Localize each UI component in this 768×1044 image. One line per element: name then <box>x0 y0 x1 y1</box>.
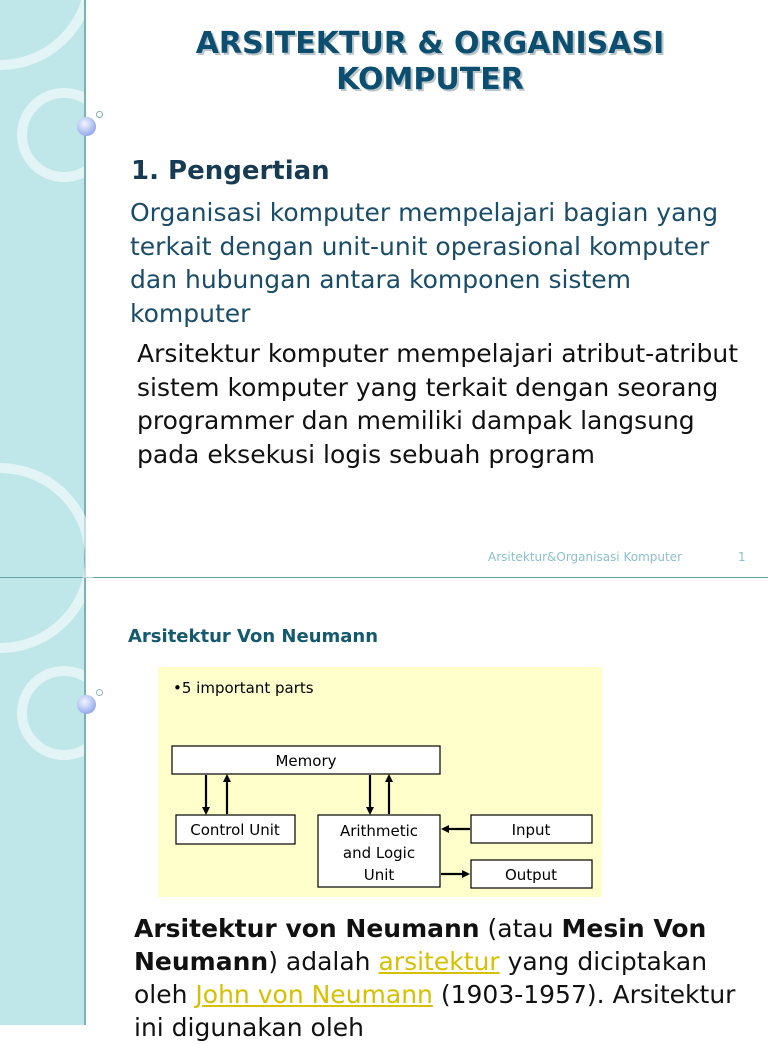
alu-label-line-3: Unit <box>363 866 395 884</box>
input-label: Input <box>511 821 551 839</box>
decorative-ring <box>17 88 111 182</box>
diagram-caption: •5 important parts <box>173 679 314 697</box>
section-heading: 1. Pengertian <box>131 156 330 186</box>
arsitektur-paragraph: Arsitektur komputer mempelajari atribut-atribut sistem komputer yang terkait dengan seorang programmer dan memiliki dampak langsung pada eksekusi logis sebuah program <box>137 339 739 469</box>
sidebar-divider <box>84 0 86 577</box>
title-line-1: ARSITEKTUR & ORGANISASI <box>195 26 665 61</box>
decorative-sidebar <box>0 578 84 1025</box>
decorative-ring <box>17 666 111 760</box>
slide-title <box>100 26 760 98</box>
sidebar-divider <box>84 578 86 1025</box>
decorative-small-circle <box>96 111 103 118</box>
organisasi-paragraph: Organisasi komputer mempelajari bagian yang terkait dengan unit-unit operasional komputer dan hubungan antara komponen sistem komputer <box>130 198 719 328</box>
title-line-2: KOMPUTER <box>336 62 524 97</box>
section-heading: Arsitektur Von Neumann <box>128 626 379 647</box>
von-neumann-diagram <box>158 667 602 897</box>
memory-label: Memory <box>275 752 337 770</box>
bold-term: Arsitektur von Neumann <box>134 914 480 943</box>
decorative-bubble <box>77 117 96 136</box>
decorative-ring <box>0 0 95 70</box>
alu-label-line-1: Arithmetic <box>339 822 419 840</box>
john-von-neumann-link[interactable]: John von Neumann <box>195 980 433 1009</box>
von-neumann-diagram-svg <box>158 667 602 897</box>
control-unit-label: Control Unit <box>190 821 280 839</box>
decorative-bubble <box>77 695 96 714</box>
von-neumann-paragraph: Arsitektur von Neumann (atau Mesin Von Neumann) adalah arsitektur yang diciptakan oleh John von Neumann (1903-1957). Arsitektur ini digunakan oleh <box>134 914 736 1042</box>
slide-footer-text: Arsitektur&Organisasi Komputer <box>488 550 682 564</box>
slide-2 <box>0 577 768 1042</box>
slide-page-number: 1 <box>738 550 746 564</box>
output-label: Output <box>504 866 558 884</box>
bold-term: Mesin Von Neumann <box>134 914 707 976</box>
arsitektur-link[interactable]: arsitektur <box>378 947 500 976</box>
decorative-small-circle <box>96 689 103 696</box>
alu-label-line-2: and Logic <box>342 844 416 862</box>
